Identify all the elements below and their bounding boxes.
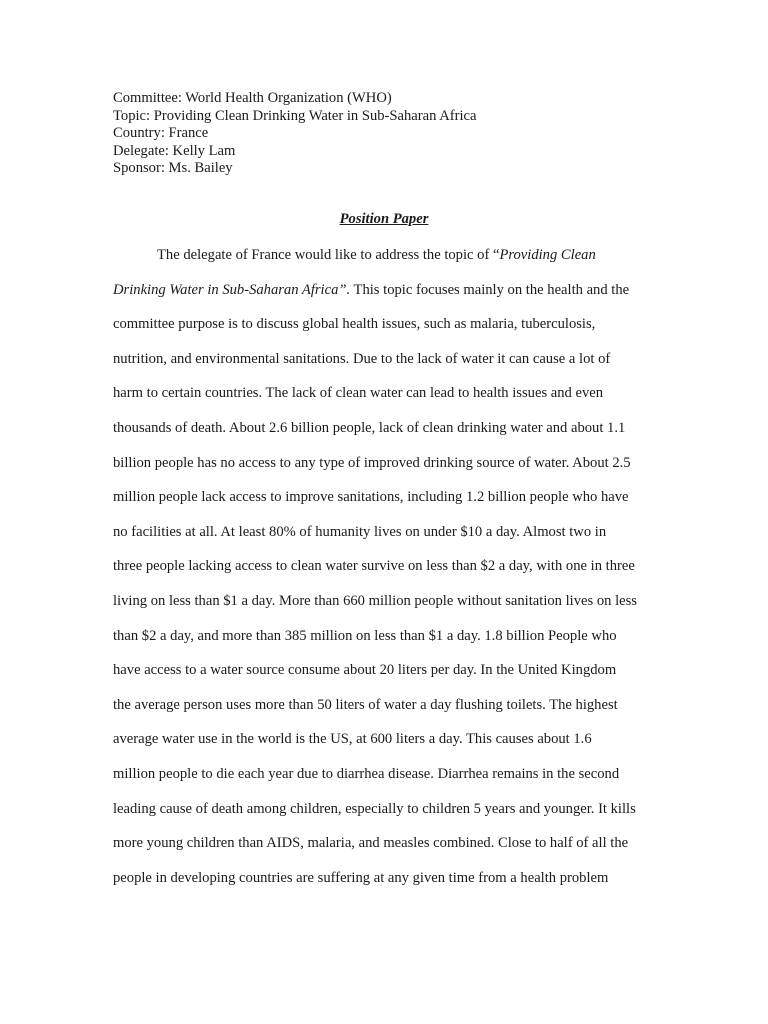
body-line: three people lacking access to clean water survive on less than $2 a day, with one in three	[113, 558, 635, 575]
body-line: harm to certain countries. The lack of clean water can lead to health issues and even	[113, 385, 604, 402]
body-line: billion people has no access to any type of improved drinking source of water. About 2.5	[113, 454, 631, 471]
page-title: Position Paper	[339, 211, 429, 227]
header-block	[113, 90, 673, 178]
body-line: committee purpose is to discuss global health issues, such as malaria, tuberculosis,	[113, 316, 596, 333]
body-line: people in developing countries are suffering at any given time from a health problem	[113, 869, 609, 886]
sponsor-line: Sponsor: Ms. Bailey	[113, 160, 233, 177]
body-emphasis: Drinking Water in Sub-Saharan Africa”.	[113, 281, 351, 298]
body-line: more young children than AIDS, malaria, and measles combined. Close to half of all the	[113, 835, 629, 852]
body-line	[113, 245, 658, 280]
body-line: no facilities at all. At least 80% of humanity lives on under $10 a day. Almost two in	[113, 523, 607, 540]
body-emphasis: Providing Clean	[499, 247, 596, 263]
body-line	[113, 280, 658, 315]
body-line: million people lack access to improve sanitations, including 1.2 billion people who have	[113, 489, 629, 506]
body-line: average water use in the world is the US, at 600 liters a day. This causes about 1.6	[113, 731, 592, 748]
body-line: nutrition, and environmental sanitations. Due to the lack of water it can cause a lot of	[113, 350, 611, 367]
country-line: Country: France	[113, 125, 209, 142]
body-line: than $2 a day, and more than 385 million on less than $1 a day. 1.8 billion People who	[113, 627, 617, 644]
body-line: living on less than $1 a day. More than 660 million people without sanitation lives on less	[113, 592, 637, 609]
body-line: the average person uses more than 50 liters of water a day flushing toilets. The highest	[113, 696, 618, 713]
body-paragraph	[113, 245, 658, 902]
body-line: leading cause of death among children, especially to children 5 years and younger. It kills	[113, 800, 636, 817]
committee-line: Committee: World Health Organization (WHO)	[113, 90, 392, 106]
body-text: This topic focuses mainly on the health and the	[350, 281, 630, 298]
delegate-line: Delegate: Kelly Lam	[113, 142, 236, 159]
body-line: thousands of death. About 2.6 billion people, lack of clean drinking water and about 1.1	[113, 419, 626, 436]
body-line: have access to a water source consume about 20 liters per day. In the United Kingdom	[113, 662, 617, 679]
body-line: million people to die each year due to diarrhea disease. Diarrhea remains in the second	[113, 765, 620, 782]
body-text: The delegate of France would like to address the topic of “	[157, 247, 500, 263]
topic-line: Topic: Providing Clean Drinking Water in Sub-Saharan Africa	[113, 107, 477, 124]
